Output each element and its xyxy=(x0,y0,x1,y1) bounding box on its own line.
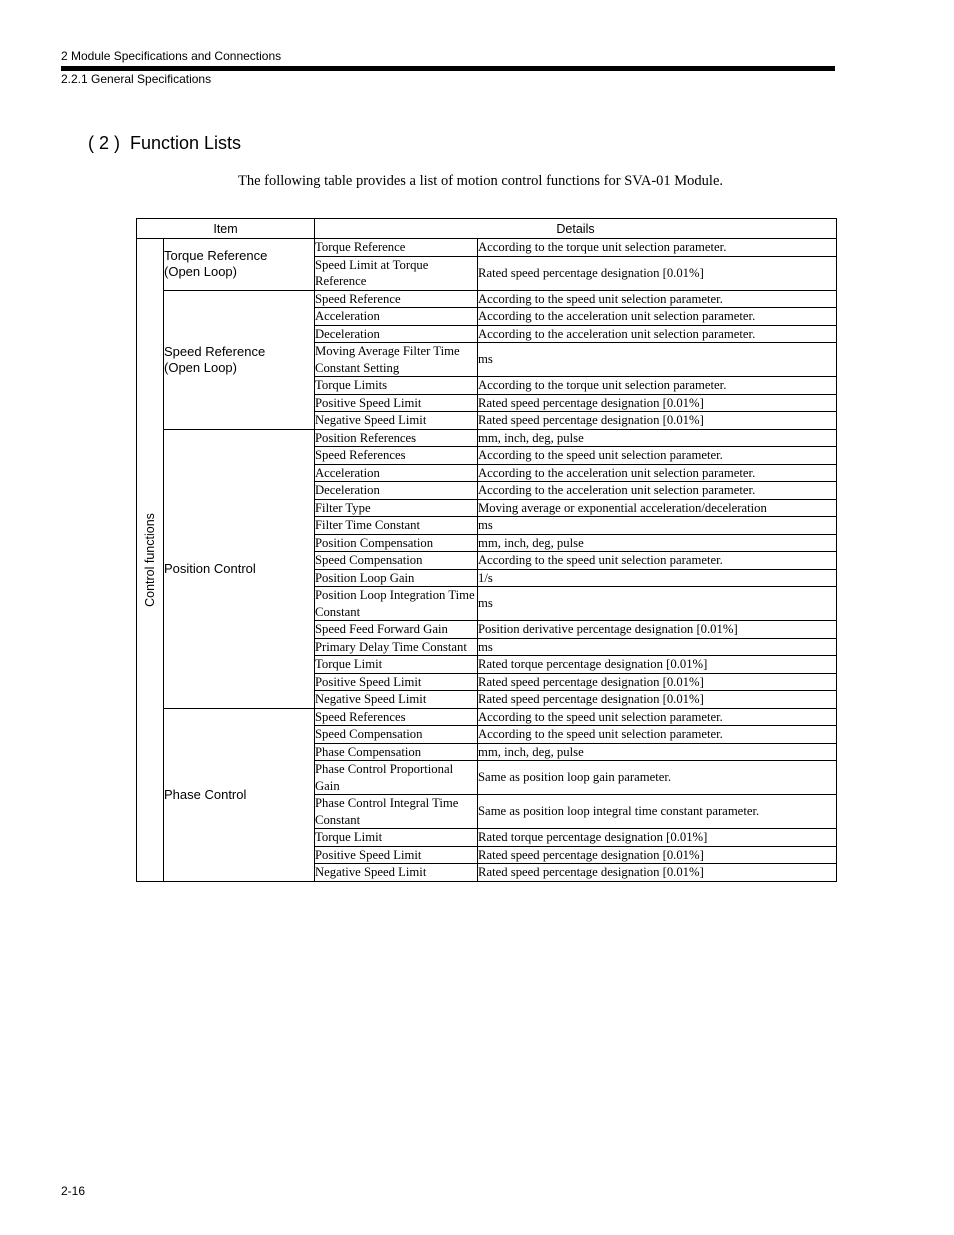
parameter-cell: Phase Compensation xyxy=(315,743,478,761)
parameter-cell: Speed Limit at Torque Reference xyxy=(315,256,478,290)
parameter-cell: Acceleration xyxy=(315,464,478,482)
group-name-line: Phase Control xyxy=(164,786,247,802)
detail-cell: According to the acceleration unit selection parameter. xyxy=(478,308,837,326)
parameter-cell: Position Loop Integration Time Constant xyxy=(315,587,478,621)
chapter-header: 2 Module Specifications and Connections xyxy=(61,49,282,63)
page-number: 2-16 xyxy=(61,1184,86,1198)
detail-cell: According to the speed unit selection parameter. xyxy=(478,290,837,308)
parameter-cell: Negative Speed Limit xyxy=(315,691,478,709)
detail-cell: 1/s xyxy=(478,569,837,587)
detail-cell: Rated speed percentage designation [0.01%] xyxy=(478,673,837,691)
detail-cell: According to the acceleration unit selection parameter. xyxy=(478,464,837,482)
parameter-cell: Speed Feed Forward Gain xyxy=(315,621,478,639)
parameter-cell: Speed Compensation xyxy=(315,726,478,744)
detail-cell: Rated speed percentage designation [0.01%] xyxy=(478,412,837,430)
group-name-cell xyxy=(164,239,315,291)
parameter-cell: Acceleration xyxy=(315,308,478,326)
detail-cell: Rated torque percentage designation [0.01%] xyxy=(478,829,837,847)
group-name-line: Torque Reference xyxy=(164,248,268,264)
table-body xyxy=(137,239,837,882)
detail-cell: Rated speed percentage designation [0.01%] xyxy=(478,864,837,882)
table-header-row xyxy=(137,219,837,239)
header-rule xyxy=(61,66,835,71)
detail-cell: According to the torque unit selection parameter. xyxy=(478,239,837,257)
parameter-cell: Moving Average Filter Time Constant Setting xyxy=(315,343,478,377)
detail-cell: According to the speed unit selection parameter. xyxy=(478,708,837,726)
parameter-cell: Position References xyxy=(315,429,478,447)
group-name-cell xyxy=(164,708,315,881)
detail-cell: According to the speed unit selection parameter. xyxy=(478,552,837,570)
parameter-cell: Filter Time Constant xyxy=(315,517,478,535)
detail-cell: ms xyxy=(478,587,837,621)
parameter-cell: Torque Reference xyxy=(315,239,478,257)
detail-cell: According to the speed unit selection parameter. xyxy=(478,447,837,465)
parameter-cell: Primary Delay Time Constant xyxy=(315,638,478,656)
parameter-cell: Torque Limit xyxy=(315,829,478,847)
detail-cell: Rated speed percentage designation [0.01%] xyxy=(478,256,837,290)
detail-cell: ms xyxy=(478,517,837,535)
parameter-cell: Torque Limits xyxy=(315,377,478,395)
details-column-header: Details xyxy=(315,219,837,239)
detail-cell: Rated speed percentage designation [0.01%] xyxy=(478,846,837,864)
section-header: 2.2.1 General Specifications xyxy=(61,72,212,86)
parameter-cell: Speed References xyxy=(315,708,478,726)
detail-cell: According to the acceleration unit selection parameter. xyxy=(478,325,837,343)
parameter-cell: Filter Type xyxy=(315,499,478,517)
parameter-cell: Positive Speed Limit xyxy=(315,673,478,691)
detail-cell: Same as position loop integral time constant parameter. xyxy=(478,795,837,829)
function-list-table xyxy=(136,218,837,882)
parameter-cell: Phase Control Integral Time Constant xyxy=(315,795,478,829)
parameter-cell: Deceleration xyxy=(315,325,478,343)
item-column-header: Item xyxy=(137,219,315,239)
detail-cell: According to the acceleration unit selection parameter. xyxy=(478,482,837,500)
parameter-cell: Negative Speed Limit xyxy=(315,864,478,882)
detail-cell: mm, inch, deg, pulse xyxy=(478,429,837,447)
detail-cell: Rated speed percentage designation [0.01%] xyxy=(478,394,837,412)
group-name-cell xyxy=(164,429,315,708)
table-row xyxy=(137,290,837,308)
detail-cell: mm, inch, deg, pulse xyxy=(478,534,837,552)
parameter-cell: Position Compensation xyxy=(315,534,478,552)
detail-cell: Position derivative percentage designation [0.01%] xyxy=(478,621,837,639)
parameter-cell: Phase Control Proportional Gain xyxy=(315,761,478,795)
group-name-cell xyxy=(164,290,315,429)
detail-cell: Moving average or exponential acceleration/deceleration xyxy=(478,499,837,517)
category-cell xyxy=(137,239,164,882)
detail-cell: Same as position loop gain parameter. xyxy=(478,761,837,795)
intro-paragraph: The following table provides a list of motion control functions for SVA-01 Module. xyxy=(238,173,724,189)
detail-cell: ms xyxy=(478,638,837,656)
detail-cell: According to the torque unit selection parameter. xyxy=(478,377,837,395)
table-row xyxy=(137,708,837,726)
parameter-cell: Speed References xyxy=(315,447,478,465)
detail-cell: Rated torque percentage designation [0.01%] xyxy=(478,656,837,674)
group-name-line: Position Control xyxy=(164,560,256,576)
category-label: Control functions xyxy=(143,512,157,607)
detail-cell: mm, inch, deg, pulse xyxy=(478,743,837,761)
parameter-cell: Positive Speed Limit xyxy=(315,394,478,412)
detail-cell: Rated speed percentage designation [0.01%] xyxy=(478,691,837,709)
parameter-cell: Positive Speed Limit xyxy=(315,846,478,864)
section-heading: ( 2 ) Function Lists xyxy=(88,133,242,153)
parameter-cell: Negative Speed Limit xyxy=(315,412,478,430)
table-row xyxy=(137,239,837,257)
table-row xyxy=(137,429,837,447)
detail-cell: According to the speed unit selection parameter. xyxy=(478,726,837,744)
parameter-cell: Deceleration xyxy=(315,482,478,500)
group-name-line: (Open Loop) xyxy=(164,359,237,375)
parameter-cell: Speed Reference xyxy=(315,290,478,308)
parameter-cell: Torque Limit xyxy=(315,656,478,674)
detail-cell: ms xyxy=(478,343,837,377)
group-name-line: (Open Loop) xyxy=(164,264,237,280)
parameter-cell: Speed Compensation xyxy=(315,552,478,570)
group-name-line: Speed Reference xyxy=(164,343,266,359)
parameter-cell: Position Loop Gain xyxy=(315,569,478,587)
